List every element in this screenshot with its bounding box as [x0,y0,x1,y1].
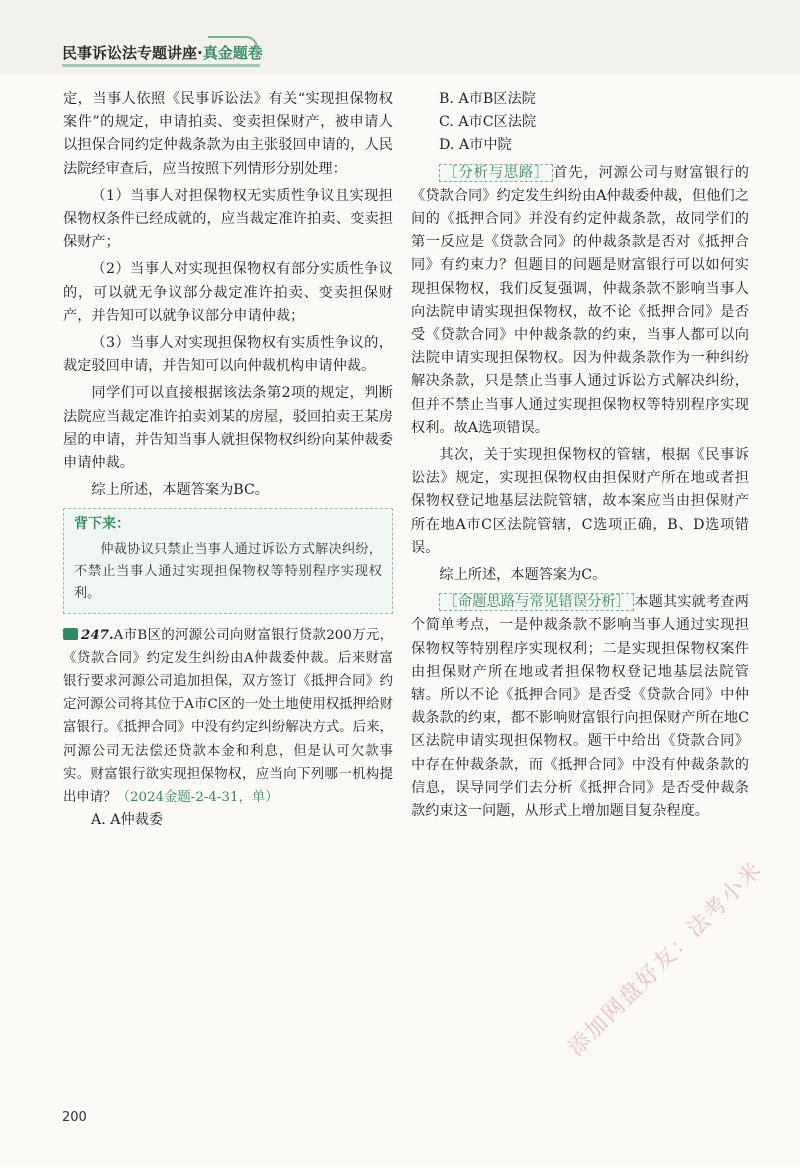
memorize-box-body: 仲裁协议只禁止当事人通过诉讼方式解决纠纷，不禁止当事人通过实现担保物权等特别程序实现权利。 [74,541,382,601]
idea-tag: ［命题思路与常见错误分析］ [439,593,634,611]
analysis-answer: 综上所述，本题答案为C。 [439,567,607,584]
header-accent: 真金题卷 [202,44,263,62]
question-icon [63,628,78,640]
option-c: C. A市C区法院 [439,114,537,131]
option-b: B. A市B区法院 [439,91,536,107]
paragraph-answer: 综上所述，本题答案为BC。 [91,482,269,499]
option-a: A. A仲裁委 [91,812,164,829]
analysis-paragraph-1 [411,162,749,440]
header-underline [62,64,260,67]
idea-paragraph [411,591,749,823]
question-247 [63,624,393,810]
watermark: 添加网盘好友：法考小米 [563,856,768,1062]
header-decoration [208,36,258,56]
option-d: D. A市中院 [439,137,512,154]
question-text: A市B区的河源公司向财富银行贷款200万元，《贷款合同》约定发生纠纷由A仲裁委仲裁。后来财富银行要求河源公司追加担保，双方签订《抵押合同》约定河源公司将其位于A市C区的一处土地使用权抵押给财富银行。《抵押合同》中没有约定纠纷解决方式。后来，河源公司无法偿还贷款本金和利息，但是认可欠款事实。财富银行欲实现担保物权，应当向下列哪一机构提出申请？ [63,627,393,806]
analysis-tag: ［分析与思路］ [439,164,553,182]
idea-text: 本题其实就考查两个简单考点，一是仲裁条款不影响当事人通过实现担保物权等特别程序实现权利；二是实现担保物权案件由担保财产所在地或者担保物权登记地基层法院管辖。所以不论《抵押合同》是否受《贷款合同》中仲裁条款的约束，都不影响财富银行向担保财产所在地C区法院申请实现担保物权。题干中给出《贷款合同》中存在仲裁条款，而《抵押合同》中没有仲裁条款的信息，误导同学们去分析《抵押合同》是否受仲裁条款约束这一问题，从形式上增加题目复杂程度。 [411,594,749,820]
paragraph-item-2: （2）当事人对实现担保物权有部分实质性争议的，可以就无争议部分裁定准许拍卖、变卖担保财产，并告知可以就争议部分申请仲裁； [63,261,393,324]
question-source: （2024金题-2-4-31，单） [116,790,279,806]
page-number: 200 [62,1110,87,1125]
paragraph-intro: 定，当事人依照《民事诉讼法》有关“实现担保物权案件”的规定，申请拍卖、变卖担保财产，被申请人以担保合同约定仲裁条款为由主张驳回申请的，人民法院经审查后，应当按照下列情形分别处理： [63,91,393,177]
analysis-paragraph-2: 其次，关于实现担保物权的管辖，根据《民事诉讼法》规定，实现担保物权由担保财产所在地或者担保物权登记地基层法院管辖，故本案应当由担保财产所在地A市C区法院管辖，C选项正确，B、D选项错误。 [411,447,749,556]
header-title: 民事诉讼法专题讲座 [62,44,198,62]
memorize-box [63,508,393,613]
memorize-box-title: 背下来： [74,516,130,533]
paragraph-item-1: （1）当事人对担保物权无实质性争议且实现担保物权条件已经成就的，应当裁定准许拍卖、变卖担保财产； [63,187,393,251]
analysis-text-1: 首先，河源公司与财富银行的《贷款合同》约定发生纠纷由A仲裁委仲裁，但他们之间的《抵押合同》并没有约定仲裁条款，故同学们的第一反应是《贷款合同》的仲裁条款是否对《抵押合同》有约束力？但题目的问题是财富银行可以如何实现担保物权，我们反复强调，仲裁条款不影响当事人向法院申请实现担保物权，故不论《抵押合同》是否受《贷款合同》中仲裁条款的约束，当事人都可以向法院申请实现担保物权。因为仲裁条款作为一种纠纷解决条款，只是禁止当事人通过诉讼方式解决纠纷，但并不禁止当事人通过实现担保物权等特别程序实现权利。故A选项错误。 [411,164,749,436]
question-number: 247. [81,626,114,643]
paragraph-item-3: （3）当事人对实现担保物权有实质性争议的，裁定驳回申请，并告知可以向仲裁机构申请仲裁。 [63,335,393,375]
paragraph-reasoning: 同学们可以直接根据该法条第2项的规定，判断法院应当裁定准许拍卖刘某的房屋，驳回拍卖王某房屋的申请，并告知当事人就担保物权纠纷向某仲裁委申请仲裁。 [63,385,393,472]
right-column [411,88,749,823]
header-separator: · [197,44,203,62]
left-column [63,88,393,832]
